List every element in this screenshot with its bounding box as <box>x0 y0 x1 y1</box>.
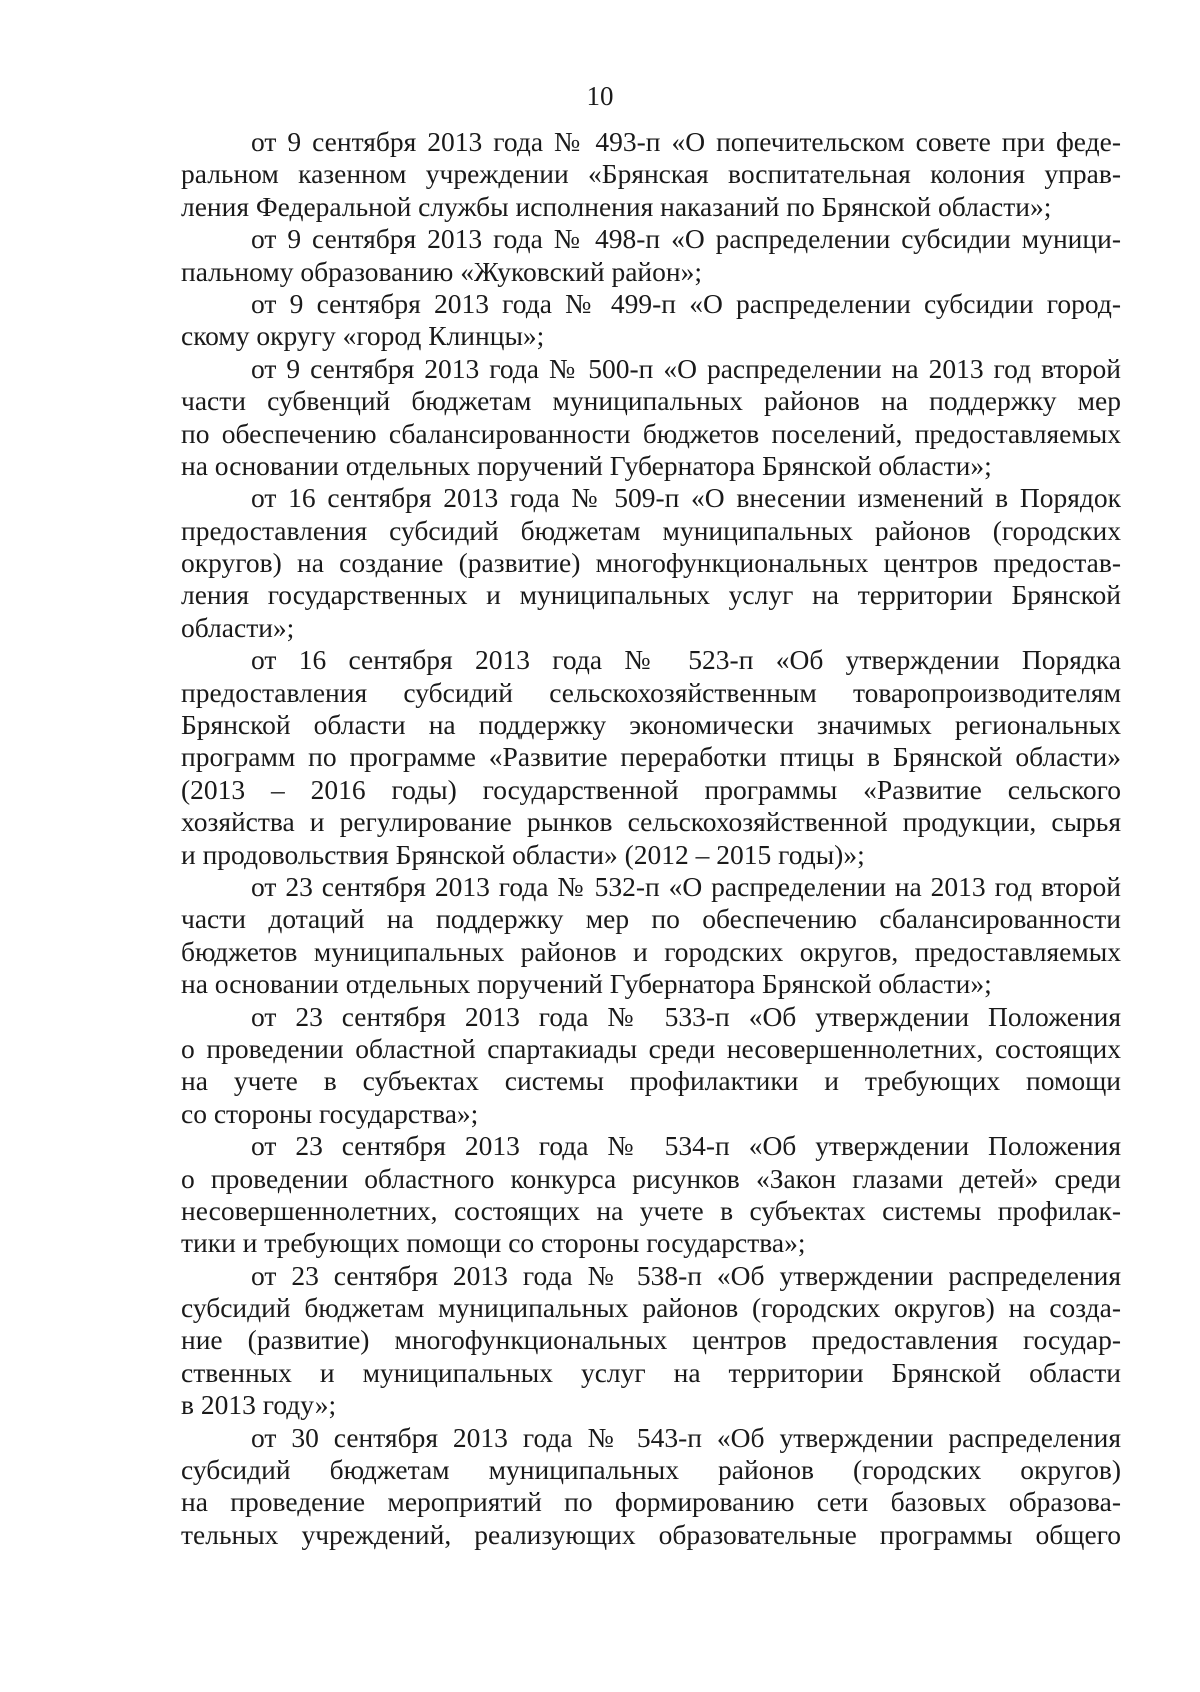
paragraph <box>181 1001 1121 1131</box>
text-line: бюджетов муниципальных районов и городских округов, предоставляемых <box>181 935 1121 967</box>
text-line: ственных и муниципальных услуг на территории Брянской области <box>181 1356 1121 1388</box>
paragraph <box>181 288 1121 353</box>
text-line: Брянской области на поддержку экономически значимых региональных <box>181 709 1121 741</box>
text-line: от 9 сентября 2013 года № 493-п «О попечительском совете при феде- <box>251 126 1121 157</box>
text-line: от 9 сентября 2013 года № 498-п «О распределении субсидии муници- <box>251 223 1121 255</box>
text-line: скому округу «город Клинцы»; <box>181 320 545 352</box>
text-line: на проведение мероприятий по формированию сети базовых образова- <box>181 1486 1121 1518</box>
paragraph <box>181 353 1121 483</box>
text-line: субсидий бюджетам муниципальных районов (городских округов) <box>181 1454 1121 1486</box>
text-line: тельных учреждений, реализующих образовательные программы общего <box>181 1518 1121 1550</box>
text-line: от 16 сентября 2013 года № 523-п «Об утверждении Порядка <box>251 644 1121 676</box>
text-line: предоставления субсидий бюджетам муниципальных районов (городских <box>181 514 1121 546</box>
text-line: со стороны государства»; <box>181 1097 479 1129</box>
text-line: на основании отдельных поручений Губернатора Брянской области»; <box>181 449 992 481</box>
text-line: от 23 сентября 2013 года № 533-п «Об утверждении Положения <box>251 1000 1121 1032</box>
text-line: на основании отдельных поручений Губернатора Брянской области»; <box>181 968 992 1000</box>
paragraph <box>181 871 1121 1001</box>
text-line: округов) на создание (развитие) многофункциональных центров предостав- <box>181 547 1121 579</box>
paragraph <box>181 223 1121 288</box>
paragraph <box>181 126 1121 223</box>
text-line: программ по программе «Развитие переработки птицы в Брянской области» <box>181 741 1121 773</box>
text-line: о проведении областного конкурса рисунков «Закон глазами детей» среди <box>181 1162 1121 1194</box>
text-line: (2013 – 2016 годы) государственной программы «Развитие сельского <box>181 773 1121 805</box>
text-line: от 9 сентября 2013 года № 500-п «О распределении на 2013 год второй <box>251 352 1121 384</box>
text-line: ние (развитие) многофункциональных центров предоставления государ- <box>181 1324 1121 1356</box>
text-line: части дотаций на поддержку мер по обеспечению сбалансированности <box>181 903 1121 935</box>
text-line: по обеспечению сбалансированности бюджетов поселений, предоставляемых <box>181 417 1121 449</box>
text-line: ральном казенном учреждении «Брянская воспитательная колония управ- <box>181 158 1121 190</box>
text-line: от 30 сентября 2013 года № 543-п «Об утверждении распределения <box>251 1421 1121 1453</box>
text-line: и продовольствия Брянской области» (2012 – 2015 годы)»; <box>181 838 865 870</box>
text-line: части субвенций бюджетам муниципальных районов на поддержку мер <box>181 385 1121 417</box>
text-line: тики и требующих помощи со стороны государства»; <box>181 1227 806 1259</box>
text-line: в 2013 году»; <box>181 1389 337 1421</box>
paragraph <box>181 644 1121 871</box>
text-line: субсидий бюджетам муниципальных районов (городских округов) на созда- <box>181 1292 1121 1324</box>
paragraph <box>181 1130 1121 1260</box>
text-line: ления Федеральной службы исполнения наказаний по Брянской области»; <box>181 190 1052 222</box>
text-line: от 23 сентября 2013 года № 534-п «Об утверждении Положения <box>251 1130 1121 1162</box>
paragraph <box>181 1260 1121 1422</box>
paragraph <box>181 1422 1121 1552</box>
page-number: 10 <box>586 81 614 111</box>
text-line: области»; <box>181 611 295 643</box>
text-line: на учете в субъектах системы профилактики и требующих помощи <box>181 1065 1121 1097</box>
paragraph <box>181 482 1121 644</box>
text-line: от 23 сентября 2013 года № 532-п «О распределении на 2013 год второй <box>251 870 1121 902</box>
text-line: от 9 сентября 2013 года № 499-п «О распределении субсидии город- <box>251 287 1121 319</box>
text-line: предоставления субсидий сельскохозяйственным товаропроизводителям <box>181 676 1121 708</box>
text-line: ления государственных и муниципальных услуг на территории Брянской <box>181 579 1121 611</box>
text-line: хозяйства и регулирование рынков сельскохозяйственной продукции, сырья <box>181 806 1121 838</box>
text-line: о проведении областной спартакиады среди несовершеннолетних, состоящих <box>181 1032 1121 1064</box>
text-line: от 16 сентября 2013 года № 509-п «О внесении изменений в Порядок <box>251 482 1121 514</box>
text-line: от 23 сентября 2013 года № 538-п «Об утверждении распределения <box>251 1259 1121 1291</box>
document-body <box>181 126 1121 1551</box>
text-line: пальному образованию «Жуковский район»; <box>181 255 702 287</box>
text-line: несовершеннолетних, состоящих на учете в субъектах системы профилак- <box>181 1194 1121 1226</box>
